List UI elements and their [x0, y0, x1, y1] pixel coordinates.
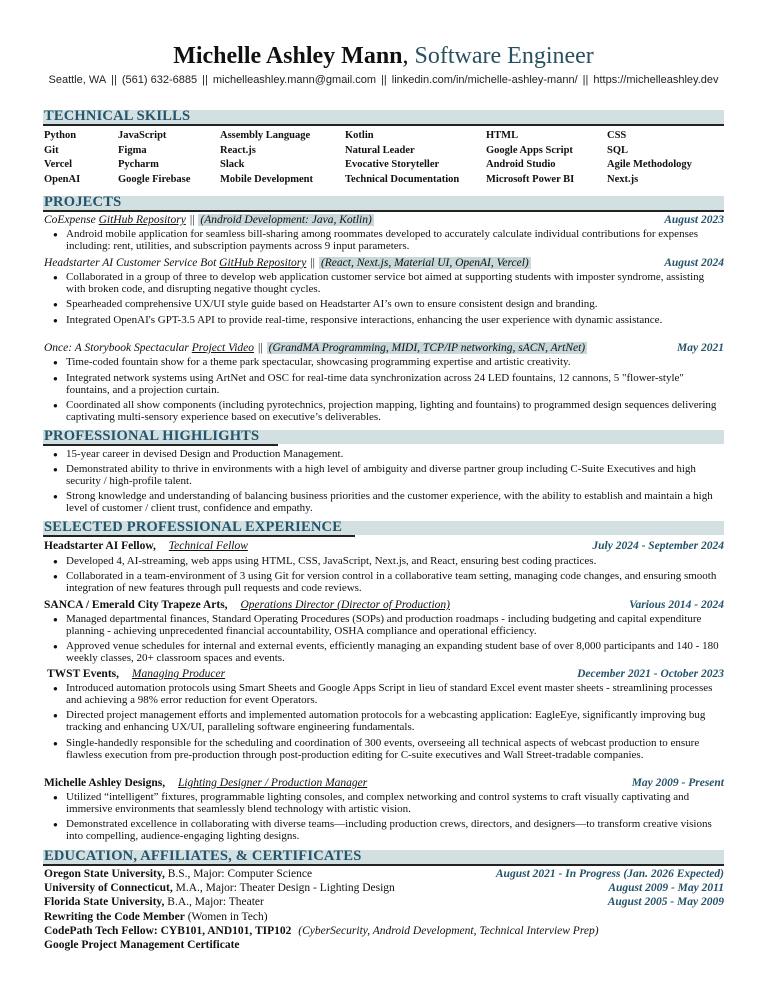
- skills-column: [345, 129, 459, 187]
- education-row: [44, 910, 724, 924]
- skill-item: Technical Documentation: [345, 173, 460, 185]
- skill-item: Kotlin: [345, 130, 374, 141]
- skills-column: [607, 129, 692, 187]
- contact-location: Seattle, WA: [48, 74, 107, 86]
- project-tech: (Android Development: Java, Kotlin): [200, 214, 372, 226]
- skill-item: Python: [44, 130, 77, 141]
- experience-row: [44, 598, 724, 612]
- section-title: EDUCATION, AFFILIATES, & CERTIFICATES: [44, 848, 362, 864]
- education-school: CodePath Tech Fellow: CYB101, AND101, TIP102: [44, 925, 292, 937]
- contact-website-link[interactable]: https://michelleashley.dev: [593, 74, 719, 86]
- skills-column: [44, 129, 80, 187]
- experience-date: Various 2014 - 2024: [629, 599, 724, 611]
- project-link[interactable]: GitHub Repository: [219, 257, 307, 269]
- skill-item: Natural Leader: [345, 144, 415, 156]
- project-bullet: ● Integrated network systems using ArtNet and OSC for real-time data synchronization across 24 LED fountains, 12 cannons, 5 "flower-style" fountains, and a projection curtain.: [66, 373, 726, 396]
- education-date: August 2009 - May 2011: [608, 882, 724, 894]
- experience-title: Technical Fellow: [168, 540, 248, 552]
- contact-separator: ||: [381, 74, 387, 86]
- project-bullet: ● Spearheaded comprehensive UX/UI style guide based on Headstarter AI’s own to ensure consistent design and branding.: [66, 299, 726, 311]
- skill-item: Assembly Language: [220, 130, 311, 141]
- education-detail: M.A., Major: Theater Design - Lighting Design: [175, 882, 395, 894]
- section-selected-experience: [43, 521, 724, 537]
- skill-item: Vercel: [44, 159, 72, 170]
- education-date: August 2005 - May 2009: [607, 896, 724, 908]
- section-title: PROFESSIONAL HIGHLIGHTS: [44, 428, 260, 444]
- skill-item: Pycharm: [118, 159, 159, 170]
- education-school: Florida State University,: [44, 896, 165, 908]
- skill-item: Android Studio: [486, 159, 556, 170]
- project-name: Headstarter AI Customer Service Bot: [44, 257, 217, 269]
- experience-bullet: ● Directed project management efforts and implemented automation protocols for a webcasting application: EagleEye, significantly improving bug tracking and enhancing UX/UI, paralleling software engineering fundamentals.: [66, 710, 726, 733]
- skills-column: [118, 129, 190, 187]
- resume-heading: [0, 42, 767, 70]
- contact-linkedin-link[interactable]: linkedin.com/in/michelle-ashley-mann/: [391, 74, 578, 86]
- contact-phone: (561) 632-6885: [121, 74, 198, 86]
- section-title: PROJECTS: [44, 194, 122, 210]
- highlight-bullet: ● Strong knowledge and understanding of balancing business priorities and the customer experience, with the ability to establish and maintain a high level of customer / client trust, confidence and empathy.: [66, 491, 726, 514]
- education-school: Oregon State University,: [44, 868, 165, 880]
- experience-row: [44, 776, 724, 790]
- section-band: [43, 196, 724, 210]
- skill-item: Next.js: [607, 173, 639, 185]
- education-school: University of Connecticut,: [44, 882, 173, 894]
- skills-column: [486, 129, 574, 187]
- education-row: [44, 881, 724, 895]
- pipe-separator: ||: [258, 342, 263, 354]
- experience-title: Operations Director (Director of Production): [240, 599, 450, 611]
- applicant-role: Software Engineer: [414, 43, 594, 69]
- project-link[interactable]: GitHub Repository: [98, 214, 186, 226]
- project-bullet: ● Android mobile application for seamless bill-sharing among roommates developed to accurately calculate individual contributions for expenses including: rent, utilities, and subscription payments across 9 input parameters.: [66, 229, 726, 252]
- project-date: May 2021: [677, 342, 724, 354]
- section-projects: [43, 196, 724, 212]
- project-row: [44, 256, 724, 270]
- section-rule: [43, 210, 724, 212]
- experience-title: Lighting Designer / Production Manager: [177, 777, 368, 789]
- skill-item: React.js: [220, 144, 256, 156]
- experience-org: TWST Events,: [47, 668, 120, 680]
- project-row: [44, 341, 724, 355]
- experience-row: [44, 539, 724, 553]
- skill-item: Google Firebase: [118, 173, 191, 185]
- experience-bullet: ● Approved venue schedules for internal and external events, efficiently managing an expanding student base of over 8,000 participants and 140 - 180 weekly classes, 20+ classroom spaces and events.: [66, 641, 726, 664]
- project-bullet: ● Time-coded fountain show for a theme park spectacular, showcasing programming expertise and artistic creativity.: [66, 357, 726, 369]
- project-bullet: ● Collaborated in a group of three to develop web application customer service bot aimed at supporting students with imposter syndrome, assisting with broken code, and disrupting negative thought cycles.: [66, 272, 726, 295]
- project-link[interactable]: Project Video: [191, 342, 255, 354]
- project-tech: (GrandMA Programming, MIDI, TCP/IP networking, sACN, ArtNet): [268, 342, 586, 354]
- experience-bullet: ● Managed departmental finances, Standard Operating Procedures (SOPs) and production roadmaps - including budgeting and capital expenditure planning - achieving unprecedented financial accountability, OSHA compliance and operational efficiency.: [66, 614, 726, 637]
- experience-bullet: ● Single-handedly responsible for the scheduling and coordination of 300 events, overseeing all technical aspects of webcast production to ensure flawless execution from pre-production through post-production editing for C-suite executives and Wall Street-tradable companies.: [66, 738, 726, 761]
- highlight-bullet: ● 15-year career in devised Design and Production Management.: [66, 449, 726, 461]
- project-row: [44, 213, 724, 227]
- skill-item: Mobile Development: [220, 173, 314, 185]
- skill-item: Agile Methodology: [607, 159, 692, 170]
- section-professional-highlights: [43, 430, 724, 446]
- project-bullet: ● Integrated OpenAI's GPT-3.5 API to provide real-time, responsive interactions, enhancing the user experience with dynamic assistance.: [66, 315, 726, 327]
- experience-row: [44, 667, 724, 681]
- project-bullet: ● Coordinated all show components (including pyrotechnics, projection mapping, lighting and fountains) to programmed design sequences delivering captivating multi-sensory experience based on executive’s deliverables.: [66, 400, 726, 423]
- skill-item: Microsoft Power BI: [486, 173, 575, 185]
- contact-email-link[interactable]: michelleashley.mann@gmail.com: [212, 74, 377, 86]
- experience-bullet: ● Demonstrated excellence in collaborating with diverse teams—including production crews, directors, and designers—to transform creative visions into compelling, audience-engaging lighting designs.: [66, 819, 726, 842]
- skill-item: Slack: [220, 159, 245, 170]
- project-name: CoExpense: [44, 214, 96, 226]
- section-title: SELECTED PROFESSIONAL EXPERIENCE: [44, 519, 343, 535]
- experience-date: December 2021 - October 2023: [577, 668, 724, 680]
- skill-item: CSS: [607, 130, 627, 141]
- contact-separator: ||: [111, 74, 117, 86]
- contact-line: [0, 74, 767, 86]
- name-separator: ,: [402, 43, 409, 69]
- skill-item: OpenAI: [44, 173, 81, 185]
- education-detail: B.A., Major: Theater: [167, 896, 264, 908]
- experience-org: Headstarter AI Fellow,: [44, 540, 156, 552]
- pipe-separator: ||: [189, 214, 195, 226]
- education-row: [44, 924, 724, 938]
- project-date: August 2023: [664, 214, 724, 226]
- skill-item: JavaScript: [118, 130, 167, 141]
- highlight-bullet: ● Demonstrated ability to thrive in environments with a high level of ambiguity and diverse partner group including C-Suite Executives and high security / high-profile talent.: [66, 464, 726, 487]
- experience-date: July 2024 - September 2024: [592, 540, 724, 552]
- skills-column: [220, 129, 313, 187]
- section-title: TECHNICAL SKILLS: [44, 108, 191, 124]
- experience-bullet: ● Collaborated in a team-environment of 3 using Git for version control in a collaborative team setting, managing code changes, and ensuring smooth integration of new features through pull requests and code reviews.: [66, 571, 726, 594]
- skill-item: Git: [44, 144, 59, 156]
- section-education: [43, 850, 724, 866]
- project-tech: (React, Next.js, Material UI, OpenAI, Vercel): [320, 257, 529, 269]
- education-school: Google Project Management Certificate: [44, 939, 240, 951]
- experience-org: SANCA / Emerald City Trapeze Arts,: [44, 599, 228, 611]
- experience-date: May 2009 - Present: [631, 777, 724, 789]
- skill-item: Figma: [118, 144, 147, 156]
- experience-title: Managing Producer: [131, 668, 226, 680]
- skill-item: Evocative Storyteller: [345, 159, 440, 170]
- project-name: Once: A Storybook Spectacular: [44, 342, 189, 354]
- education-row: [44, 938, 724, 952]
- contact-separator: ||: [202, 74, 208, 86]
- experience-bullet: ● Developed 4, AI-streaming, web apps using HTML, CSS, JavaScript, Next.js, and React, ensuring best coding practices.: [66, 556, 726, 568]
- education-detail: (Women in Tech): [187, 911, 268, 923]
- skill-item: SQL: [607, 144, 629, 156]
- section-technical-skills: [43, 110, 724, 126]
- project-date: August 2024: [664, 257, 724, 269]
- education-detail: B.S., Major: Computer Science: [167, 868, 313, 880]
- education-row: [44, 895, 724, 909]
- skill-item: Google Apps Script: [486, 144, 573, 156]
- experience-bullet: ● Utilized “intelligent” fixtures, programmable lighting consoles, and complex networking and control systems to craft visually captivating and immersive environments that seamlessly blend technology with artistic vision.: [66, 792, 726, 815]
- experience-bullet: ● Introduced automation protocols using Smart Sheets and Google Apps Script in lieu of standard Excel event master sheets - streamlining processes and achieving a 98% error reduction for event Operators.: [66, 683, 726, 706]
- education-row: [44, 867, 724, 881]
- pipe-separator: ||: [310, 257, 315, 269]
- contact-separator: ||: [582, 74, 589, 86]
- skill-item: HTML: [486, 130, 519, 141]
- applicant-name: Michelle Ashley Mann: [173, 43, 403, 69]
- education-detail: (CyberSecurity, Android Development, Technical Interview Prep): [298, 925, 599, 937]
- education-school: Rewriting the Code Member: [44, 911, 185, 923]
- experience-org: Michelle Ashley Designs,: [44, 777, 166, 789]
- education-date: August 2021 - In Progress (Jan. 2026 Expected): [495, 868, 724, 880]
